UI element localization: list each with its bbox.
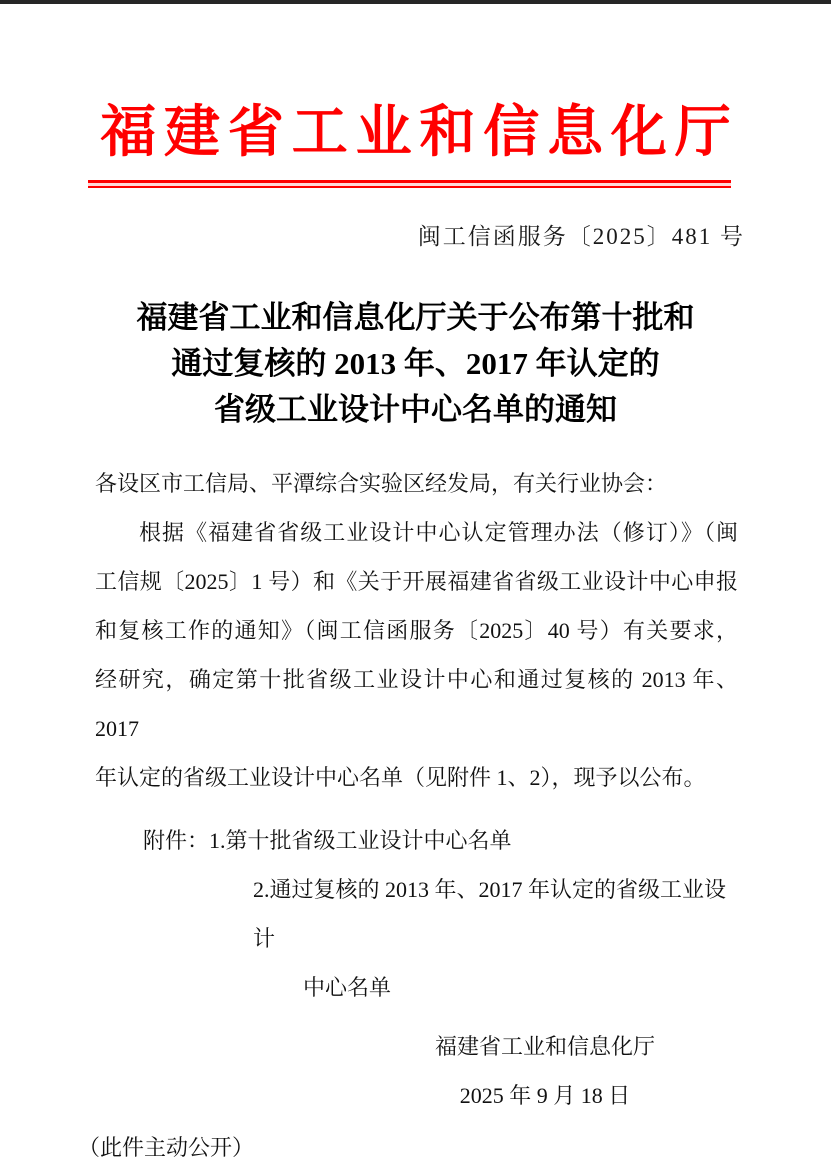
body-line: 和复核工作的通知》（闽工信函服务〔2025〕40 号）有关要求，: [95, 618, 738, 643]
attachment-item-2: 2.通过复核的 2013 年、2017 年认定的省级工业设计: [253, 877, 727, 951]
body-line: 工信规〔2025〕1 号）和《关于开展福建省省级工业设计中心申报: [95, 569, 738, 594]
document-title: [60, 295, 771, 433]
attachment-item-1: 附件：1.第十批省级工业设计中心名单: [143, 828, 512, 853]
attachments-list: [95, 816, 738, 1012]
body-line: 年认定的省级工业设计中心名单（见附件 1、2），现予以公布。: [95, 765, 706, 790]
document-title-line-2: 通过复核的 2013 年、2017 年认定的: [171, 346, 660, 381]
document-number: 闽工信函服务〔2025〕481 号: [417, 224, 745, 249]
scan-edge-bar: [0, 0, 831, 4]
document-title-line-3: 省级工业设计中心名单的通知: [214, 392, 617, 427]
disclosure-note: （此件主动公开）: [78, 1135, 255, 1160]
letterhead-agency-name: 福建省工业和信息化厅: [100, 102, 739, 164]
document-body: [95, 459, 738, 802]
document-title-line-1: 福建省工业和信息化厅关于公布第十批和: [136, 300, 695, 335]
signature-date: 2025 年 9 月 18 日: [459, 1083, 631, 1108]
attachment-item-2-continued: 中心名单: [303, 975, 392, 1000]
body-line: 根据《福建省省级工业设计中心认定管理办法（修订）》（闽: [139, 520, 738, 545]
signature-block: [375, 1022, 715, 1120]
letterhead-red-rule: [88, 180, 731, 188]
signature-agency: 福建省工业和信息化厅: [434, 1034, 655, 1059]
recipient-line: 各设区市工信局、平潭综合实验区经发局，有关行业协会：: [95, 471, 668, 496]
body-line: 经研究，确定第十批省级工业设计中心和通过复核的 2013 年、2017: [95, 667, 738, 741]
